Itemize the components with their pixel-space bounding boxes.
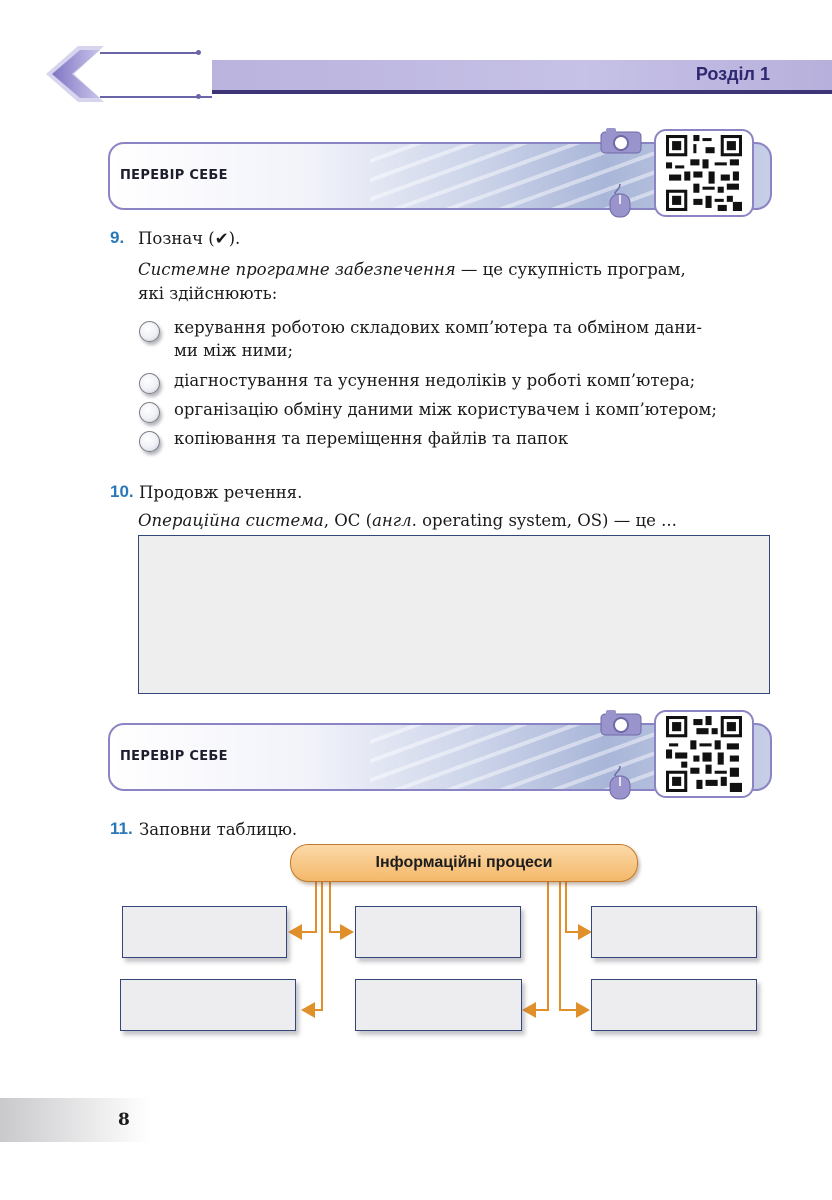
table-cell[interactable] (591, 979, 757, 1031)
abbr: англ (372, 511, 412, 530)
table-cell[interactable] (355, 906, 521, 958)
option-label: організацію обміну даними між користувачем і комп’ютером; (174, 400, 717, 419)
table-cell[interactable] (120, 979, 296, 1031)
banner-label: ПЕРЕВІР СЕБЕ (120, 749, 228, 764)
arrow-to-cell-6 (560, 880, 588, 1010)
arrow-to-cell-2 (330, 880, 352, 932)
table-cell[interactable] (355, 979, 522, 1031)
table-cell[interactable] (122, 906, 287, 958)
term: Операційна система (138, 511, 324, 530)
arrow-to-cell-3 (566, 880, 590, 932)
page-number: 8 (118, 1110, 130, 1130)
sentence-part: , ОС ( (323, 511, 373, 530)
option-label: копіювання та переміщення файлів та папок (174, 429, 569, 448)
sentence-part: . operating system, OS) — це ... (411, 511, 677, 530)
task-prompt: Познач (✔). (138, 229, 241, 248)
task-number: 9. (110, 228, 125, 247)
option-label: керування роботою складових комп’ютера та обміном дани- (174, 318, 702, 337)
definition-text: — це сукупність програм, (455, 260, 686, 279)
arrow-to-cell-5 (524, 880, 548, 1010)
task-prompt: Продовж речення. (139, 483, 303, 502)
task-number: 10. (110, 482, 134, 501)
arrow-to-cell-1 (290, 880, 316, 932)
option-label-continued: ми між ними; (174, 341, 293, 360)
info-processes-header: Інформаційні процеси (290, 844, 638, 882)
banner-label: ПЕРЕВІР СЕБЕ (120, 168, 228, 183)
table-cell[interactable] (591, 906, 757, 958)
definition-term: Системне програмне забезпечення (138, 260, 456, 279)
option-label: діагностування та усунення недоліків у роботі комп’ютера; (174, 371, 696, 390)
definition-text-continued: які здійснюють: (138, 284, 278, 303)
section-title: Розділ 1 (695, 64, 770, 84)
task-prompt: Заповни таблицю. (139, 820, 298, 839)
arrow-to-cell-4 (303, 880, 322, 1010)
task-number: 11. (110, 819, 133, 838)
